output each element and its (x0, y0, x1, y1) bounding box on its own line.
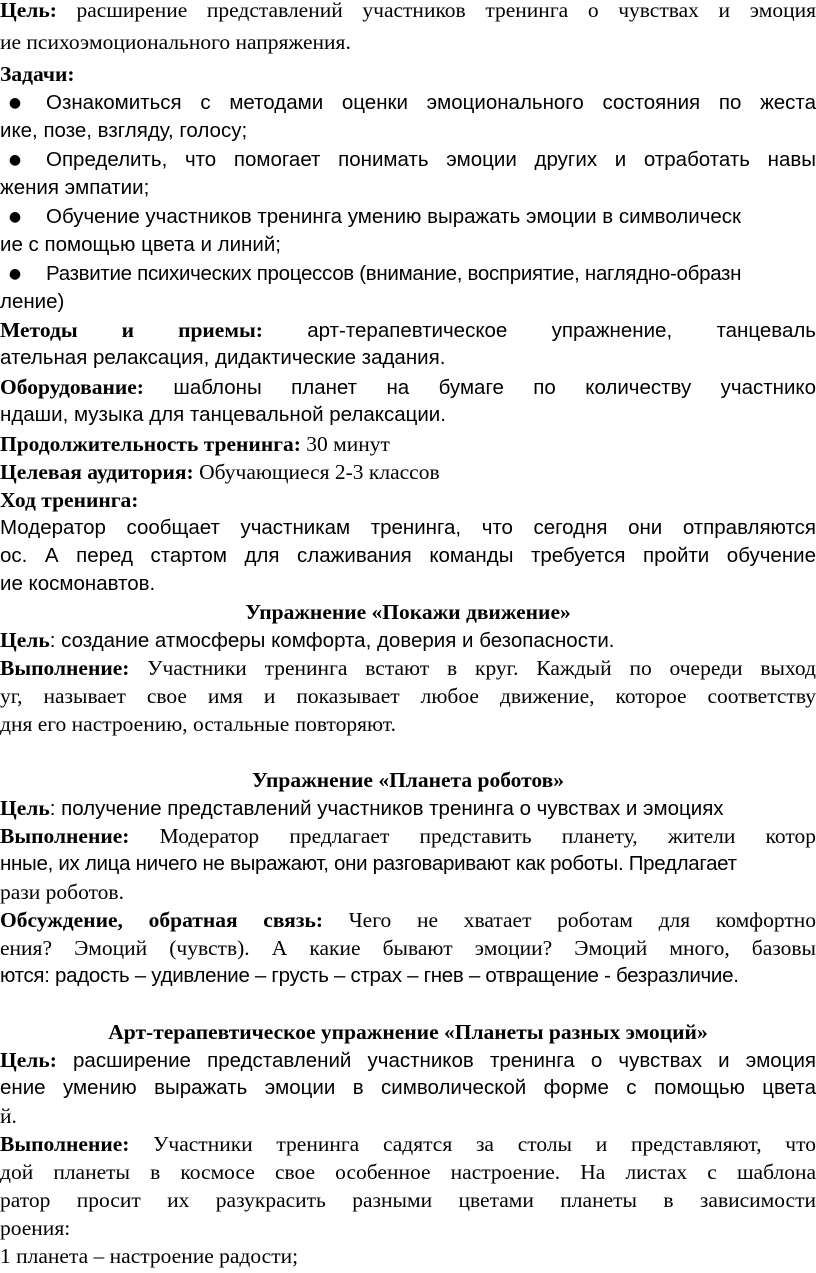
bullet-icon: ● (8, 266, 22, 282)
text-line: ение умению выражать эмоции в символической форме с помощью цвета (0, 1076, 816, 1099)
goal-line: Цель: расширение представлений участников тренинга о чувствах и эмоция (0, 1048, 816, 1072)
execution-line: Выполнение: Участники тренинга встают в круг. Каждый по очереди выход (0, 656, 816, 680)
text-line: ие космонавтов. (0, 572, 156, 595)
goal-line: Цель: создание атмосферы комфорта, доверия и безопасности. (0, 628, 615, 652)
task-item: Ознакомиться с методами оценки эмоционального состояния по жеста (46, 91, 816, 114)
goal-line: Цель: получение представлений участников тренинга о чувствах и эмоциях (0, 796, 724, 820)
text-line: ются: радость – удивление – грусть – страх – гнев – отвращение - безразличие. (0, 964, 739, 987)
text-line: рази роботов. (0, 880, 124, 904)
execution-line: Выполнение: Участники тренинга садятся за столы и представляют, что (0, 1132, 816, 1156)
text-line: ндаши, музыка для танцевальной релаксации. (0, 403, 446, 426)
list-item: 1 планета – настроение радости; (0, 1244, 299, 1268)
text-line: дня его настроению, остальные повторяют. (0, 712, 396, 736)
text-line: ательная релаксация, дидактические задания. (0, 346, 446, 369)
text-line: нные, их лица ничего не выражают, они разговаривают как роботы. Предлагает (0, 852, 737, 875)
text-line: ие с помощью цвета и линий; (0, 233, 281, 256)
text-line: ление) (0, 290, 65, 313)
exercise-title: Упражнение «Планета роботов» (252, 768, 564, 792)
text-line: ения? Эмоций (чувств). А какие бывают эмоции? Эмоций много, базовы (0, 936, 816, 960)
equipment-line: Оборудование: шаблоны планет на бумаге по количеству участнико (0, 375, 816, 399)
bullet-icon: ● (8, 95, 22, 111)
methods-line: Методы и приемы: арт-терапевтическое упражнение, танцеваль (0, 318, 816, 342)
execution-line: Выполнение: Модератор предлагает представить планету, жители котор (0, 824, 816, 848)
exercise-title: Упражнение «Покажи движение» (245, 600, 571, 624)
text-line: ос. А перед стартом для слаживания команды требуется пройти обучение (0, 544, 816, 567)
task-item: Определить, что помогает понимать эмоции других и отработать навы (46, 148, 816, 171)
text-line: й. (0, 1104, 17, 1128)
text-line: ие психоэмоционального напряжения. (0, 30, 351, 54)
text-line: Модератор сообщает участникам тренинга, что сегодня они отправляются (0, 516, 816, 539)
task-item: Развитие психических процессов (внимание, восприятие, наглядно-образн (46, 262, 742, 285)
text-line: жения эмпатии; (0, 176, 150, 199)
course-heading: Ход тренинга: (0, 488, 139, 512)
bullet-icon: ● (8, 209, 22, 225)
text-line: ратор просит их разукрасить разными цветами планеты в зависимости (0, 1188, 816, 1212)
task-item: Обучение участников тренинга умению выражать эмоции в символическ (46, 205, 741, 228)
discussion-line: Обсуждение, обратная связь: Чего не хватает роботам для комфортно (0, 908, 816, 932)
bullet-icon: ● (8, 152, 22, 168)
tasks-heading: Задачи: (0, 62, 75, 86)
audience-line: Целевая аудитория: Обучающиеся 2-3 классов (0, 460, 440, 484)
text-line: уг, называет свое имя и показывает любое движение, которое соответству (0, 684, 816, 708)
text-line: дой планеты в космосе свое особенное настроение. На листах с шаблона (0, 1160, 816, 1184)
goal-line: Цель: расширение представлений участников тренинга о чувствах и эмоция (0, 0, 816, 22)
text-line: ике, позе, взгляду, голосу; (0, 119, 248, 142)
exercise-title: Арт-терапевтическое упражнение «Планеты разных эмоций» (108, 1020, 708, 1044)
duration-line: Продолжительность тренинга: 30 минут (0, 432, 390, 456)
text-line: роения: (0, 1216, 71, 1240)
